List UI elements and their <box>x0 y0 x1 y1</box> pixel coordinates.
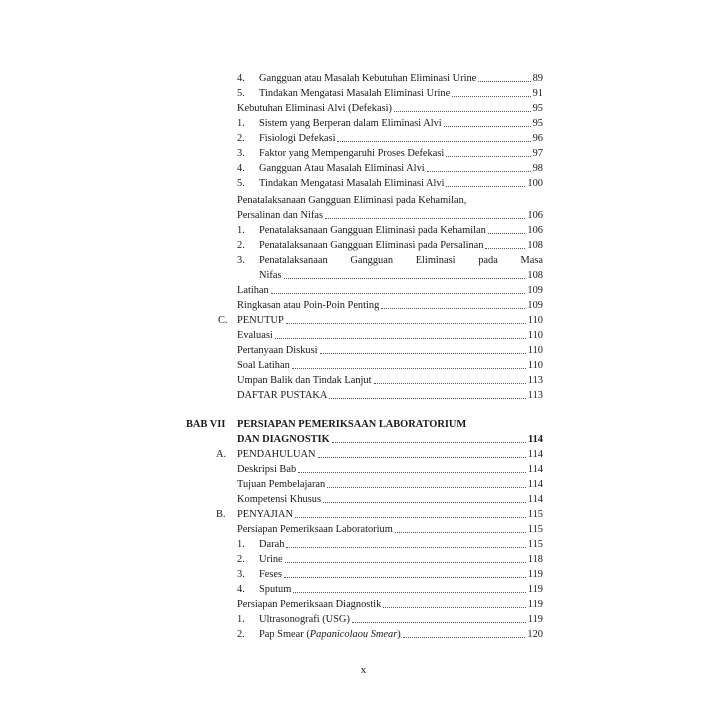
toc-entry-number: 1. <box>237 118 245 129</box>
toc-entry <box>237 343 543 358</box>
toc-entry-number: 2. <box>237 554 245 565</box>
leader-dots <box>488 233 526 234</box>
leader-dots <box>298 472 526 473</box>
leader-dots <box>292 368 526 369</box>
toc-entry-title: Darah <box>259 539 285 550</box>
leader-dots <box>318 457 526 458</box>
leader-dots <box>337 141 530 142</box>
toc-entry-title: Ringkasan atau Poin-Poin Penting <box>237 300 380 311</box>
toc-entry-page: 106 <box>527 225 543 236</box>
chapter-title-line1: PERSIAPAN PEMERIKSAAN LABORATORIUM <box>237 419 467 430</box>
chapter-entry <box>237 432 543 447</box>
toc-entry-title: Sputum <box>259 584 292 595</box>
toc-entry-title: Penatalaksanaan Gangguan Eliminasi pada Kehamilan, <box>237 195 467 206</box>
toc-entry-title: Persiapan Pemeriksaan Laboratorium <box>237 524 393 535</box>
chapter-page: 114 <box>527 434 543 445</box>
toc-entry-title: PENYAJIAN <box>237 509 293 520</box>
toc-entry-page: 113 <box>527 390 543 401</box>
toc-entry-page: 98 <box>532 163 543 174</box>
leader-dots <box>327 487 526 488</box>
toc-entry <box>259 268 543 283</box>
toc-entry-page: 114 <box>527 464 543 475</box>
toc-entry-title: PENUTUP <box>237 315 284 326</box>
toc-entry <box>237 223 543 238</box>
toc-entry-number: 3. <box>237 148 245 159</box>
toc-entry <box>237 176 543 191</box>
leader-dots <box>444 126 531 127</box>
toc-entry-title: Latihan <box>237 285 269 296</box>
leader-dots <box>320 353 526 354</box>
toc-entry <box>237 447 543 462</box>
toc-entry <box>237 101 543 116</box>
toc-entry-title <box>259 627 401 642</box>
toc-entry-page: 89 <box>532 73 543 84</box>
toc-entry-page: 95 <box>532 103 543 114</box>
toc-entry <box>237 507 543 522</box>
toc-entry-page: 119 <box>527 569 543 580</box>
toc-entry <box>237 328 543 343</box>
chapter-number: BAB VII <box>186 419 226 430</box>
toc-entry-page: 114 <box>527 479 543 490</box>
leader-dots <box>329 398 525 399</box>
toc-entry-page: 110 <box>527 330 543 341</box>
toc-entry-page: 106 <box>527 210 543 221</box>
toc-entry <box>237 597 543 612</box>
toc-entry-title: Pertanyaan Diskusi <box>237 345 318 356</box>
toc-entry-title: Penatalaksanaan Gangguan Eliminasi pada Kehamilan <box>259 225 486 236</box>
toc-entry-title: Urine <box>259 554 283 565</box>
toc-entry-page: 115 <box>527 509 543 520</box>
leader-dots <box>403 637 526 638</box>
leader-dots <box>293 592 525 593</box>
toc-entry <box>237 313 543 328</box>
leader-dots <box>325 218 525 219</box>
leader-dots <box>286 323 526 324</box>
toc-entry <box>237 253 543 268</box>
toc-entry-page: 109 <box>527 285 543 296</box>
leader-dots <box>295 517 526 518</box>
leader-dots <box>383 607 526 608</box>
toc-entry-page: 115 <box>527 524 543 535</box>
toc-entry <box>237 193 543 208</box>
leader-dots <box>284 278 526 279</box>
leader-dots <box>394 111 531 112</box>
leader-dots <box>284 577 526 578</box>
toc-entry-title-italic: Papanicolaou Smear <box>309 629 398 640</box>
leader-dots <box>271 293 526 294</box>
toc-entry <box>237 146 543 161</box>
toc-entry-page: 110 <box>527 345 543 356</box>
toc-entry-title: Kebutuhan Eliminasi Alvi (Defekasi) <box>237 103 392 114</box>
toc-entry <box>237 131 543 146</box>
toc-entry-number: 4. <box>237 584 245 595</box>
toc-entry-title: Tujuan Pembelajaran <box>237 479 326 490</box>
toc-entry-number: 3. <box>237 255 245 266</box>
toc-entry-page: 108 <box>527 240 543 251</box>
toc-entry-number: 1. <box>237 614 245 625</box>
toc-entry-page: 118 <box>527 554 543 565</box>
toc-entry-number: 5. <box>237 178 245 189</box>
toc-entry-page: 114 <box>527 494 543 505</box>
toc-entry-title: Gangguan atau Masalah Kebutuhan Eliminasi Urine <box>259 73 477 84</box>
toc-entry-page: 95 <box>532 118 543 129</box>
toc-entry-title: Persiapan Pemeriksaan Diagnostik <box>237 599 382 610</box>
toc-entry <box>237 298 543 313</box>
toc-entry-page: 113 <box>527 375 543 386</box>
toc-entry-page: 110 <box>527 315 543 326</box>
page-number: x <box>360 664 367 676</box>
toc-entry <box>237 116 543 131</box>
toc-entry-title: Sistem yang Berperan dalam Eliminasi Alvi <box>259 118 442 129</box>
toc-entry-page: 120 <box>527 629 543 640</box>
leader-dots <box>275 338 526 339</box>
leader-dots <box>446 186 525 187</box>
leader-dots <box>285 562 526 563</box>
toc-entry-page: 115 <box>527 539 543 550</box>
toc-entry-title: Soal Latihan <box>237 360 290 371</box>
leader-dots <box>427 171 531 172</box>
toc-entry-page: 110 <box>527 360 543 371</box>
toc-entry-title: Faktor yang Mempengaruhi Proses Defekasi <box>259 148 445 159</box>
toc-entry-page: 119 <box>527 599 543 610</box>
leader-dots <box>374 383 526 384</box>
section-letter: B. <box>216 509 226 520</box>
toc-entry <box>237 582 543 597</box>
toc-entry-title: Evaluasi <box>237 330 273 341</box>
toc-entry-number: 2. <box>237 133 245 144</box>
toc-entry <box>237 462 543 477</box>
toc-entry-title: Ultrasonografi (USG) <box>259 614 350 625</box>
toc-entry-number: 2. <box>237 240 245 251</box>
toc-entry <box>237 71 543 86</box>
toc-entry-title: Umpan Balik dan Tindak Lanjut <box>237 375 372 386</box>
toc-entry <box>237 477 543 492</box>
toc-entry-title: Gangguan Atau Masalah Eliminasi Alvi <box>259 163 425 174</box>
toc-entry-title: Persalinan dan Nifas <box>237 210 323 221</box>
toc-entry-page: 108 <box>527 270 543 281</box>
section-letter: C. <box>218 315 228 326</box>
toc-entry-title: Nifas <box>259 270 282 281</box>
toc-entry-title-close: ) <box>397 629 401 640</box>
toc-entry-page: 97 <box>532 148 543 159</box>
leader-dots <box>485 248 525 249</box>
toc-entry-title: Deskripsi Bab <box>237 464 297 475</box>
toc-entry <box>237 552 543 567</box>
toc-entry-number: 1. <box>237 225 245 236</box>
leader-dots <box>323 502 526 503</box>
section-letter: A. <box>216 449 227 460</box>
toc-entry-title-text: Pap Smear ( <box>259 629 310 640</box>
toc-entry <box>237 161 543 176</box>
toc-entry <box>237 238 543 253</box>
toc-entry-title: Tindakan Mengatasi Masalah Eliminasi Alvi <box>259 178 445 189</box>
toc-entry-title: Kompetensi Khusus <box>237 494 321 505</box>
toc-entry <box>237 373 543 388</box>
leader-dots <box>478 81 530 82</box>
leader-dots <box>352 622 526 623</box>
toc-entry-page: 96 <box>532 133 543 144</box>
toc-entry-page: 119 <box>527 614 543 625</box>
toc-entry-number: 4. <box>237 73 245 84</box>
toc-entry-number: 2. <box>237 629 245 640</box>
toc-entry-number: 5. <box>237 88 245 99</box>
toc-entry-title: DAFTAR PUSTAKA <box>237 390 328 401</box>
leader-dots <box>446 156 530 157</box>
leader-dots <box>395 532 526 533</box>
toc-entry-page: 91 <box>532 88 543 99</box>
leader-dots <box>452 96 530 97</box>
toc-entry-title: Feses <box>259 569 283 580</box>
toc-entry-title: Penatalaksanaan Gangguan Eliminasi pada Masa <box>259 255 543 266</box>
toc-entry <box>237 358 543 373</box>
toc-entry-page: 119 <box>527 584 543 595</box>
toc-entry <box>237 537 543 552</box>
leader-dots <box>332 442 526 443</box>
chapter-title-line2: DAN DIAGNOSTIK <box>237 434 330 445</box>
toc-entry-number: 1. <box>237 539 245 550</box>
toc-entry <box>237 283 543 298</box>
toc-entry-page: 109 <box>527 300 543 311</box>
toc-entry <box>237 492 543 507</box>
toc-entry-title: Fisiologi Defekasi <box>259 133 336 144</box>
toc-entry <box>237 522 543 537</box>
toc-entry-title: Tindakan Mengatasi Masalah Eliminasi Urine <box>259 88 451 99</box>
toc-entry <box>237 567 543 582</box>
toc-entry <box>237 208 543 223</box>
toc-entry-title: Penatalaksanaan Gangguan Eliminasi pada Persalinan <box>259 240 484 251</box>
toc-entry <box>237 627 543 642</box>
toc-entry <box>237 86 543 101</box>
toc-entry-title: PENDAHULUAN <box>237 449 316 460</box>
toc-entry-page: 100 <box>527 178 543 189</box>
toc-entry-number: 3. <box>237 569 245 580</box>
leader-dots <box>381 308 525 309</box>
toc-entry <box>237 388 543 403</box>
toc-entry-page: 114 <box>527 449 543 460</box>
toc-entry-number: 4. <box>237 163 245 174</box>
leader-dots <box>286 547 525 548</box>
toc-entry <box>237 612 543 627</box>
